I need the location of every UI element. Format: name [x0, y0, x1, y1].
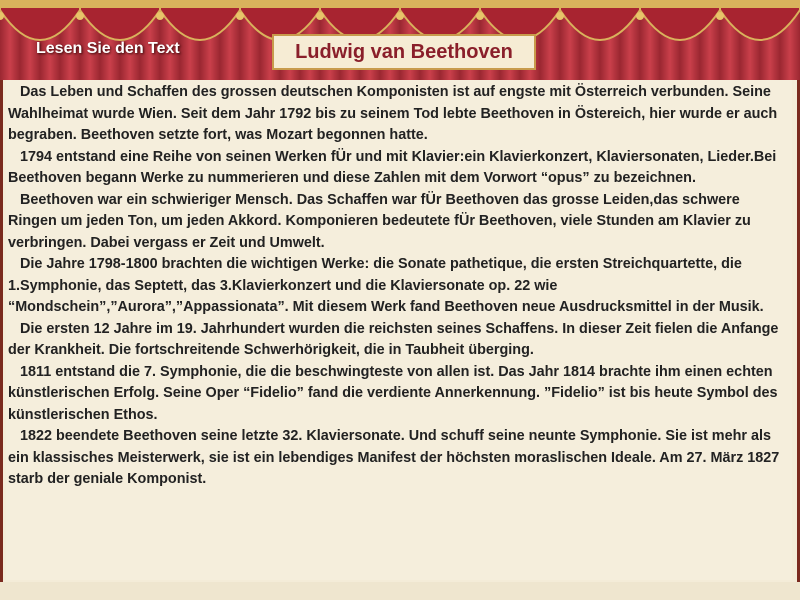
paragraph: 1811 entstand die 7. Symphonie, die die beschwingteste von allen ist. Das Jahr 1814 brachte ihm einen echten künstlerischen Erfolg. Seine Oper “Fidelio” fand die verdiente Annerkennung. ”Fidelio” ist bis heute Symbol des künstlerischen Ethos. — [8, 363, 778, 423]
paragraph: Beethoven war ein schwieriger Mensch. Das Schaffen war fÜr Beethoven das grosse Leiden,das schwere Ringen um jeden Ton, um jeden Akkord. Komponieren bedeutete fÜr Beethoven, viele Stunden am Klavier zu verbringen. Dabei vergass er Zeit und Umwelt. — [8, 191, 751, 251]
curtain-tassel — [716, 12, 724, 20]
paragraph: Die ersten 12 Jahre im 19. Jahrhundert wurden die reichsten seines Schaffens. In dieser Zeit fielen die Anfange der Krankheit. Die fortschreitende Schwerhörigkeit, die in Taubheit überging. — [8, 320, 779, 358]
paragraph: 1794 entstand eine Reihe von seinen Werken fÜr und mit Klavier:ein Klavierkonzert, Klaviersonaten, Lieder.Bei Beethoven begann Werke zu nummerieren und diese Zahlen mit dem Vorwort “opus” zu bezeichnen. — [8, 148, 777, 186]
paragraph: Die Jahre 1798-1800 brachten die wichtigen Werke: die Sonate pathetique, die ersten Streichquartette, die 1.Symphonie, das Septett, das 3.Klavierkonzert und die Klaviersonate op. 22 wie “Mondschein”,”Aurora”,”Appassionata”. Mit diesem Werk fand Beethoven neue Ausdrucksmittel in der Musik. — [8, 256, 764, 315]
curtain-tassel — [236, 12, 244, 20]
curtain-tassel — [556, 12, 564, 20]
bottom-border — [0, 582, 800, 600]
curtain-tassel — [76, 12, 84, 20]
paragraph: Das Leben und Schaffen des grossen deutschen Komponisten ist auf engste mit Österreich verbunden. Seine Wahlheimat wurde Wien. Seit dem Jahr 1792 bis zu seinem Tod lebte Beethoven in Östereich, hier wurde er auch begraben. Beethoven setzte fort, was Mozart begonnen hatte. — [8, 84, 778, 143]
paragraph: 1822 beendete Beethoven seine letzte 32. Klaviersonate. Und schuff seine neunte Symphonie. Sie ist mehr als ein klassisches Meisterwerk, sie ist ein lebendiges Manifest der höchsten moraslischen Ideale. Am 27. März 1827 starb der geniale Komponist. — [8, 428, 780, 487]
curtain-tassel — [396, 12, 404, 20]
curtain-tassel — [316, 12, 324, 20]
page-title: Ludwig van Beethoven — [295, 40, 513, 63]
curtain-tassel — [636, 12, 644, 20]
section-subtitle: Lesen Sie den Text — [36, 40, 180, 57]
page-title-box — [272, 34, 536, 70]
reading-text — [6, 80, 792, 580]
curtain-tassel — [476, 12, 484, 20]
curtain-tassel — [156, 12, 164, 20]
